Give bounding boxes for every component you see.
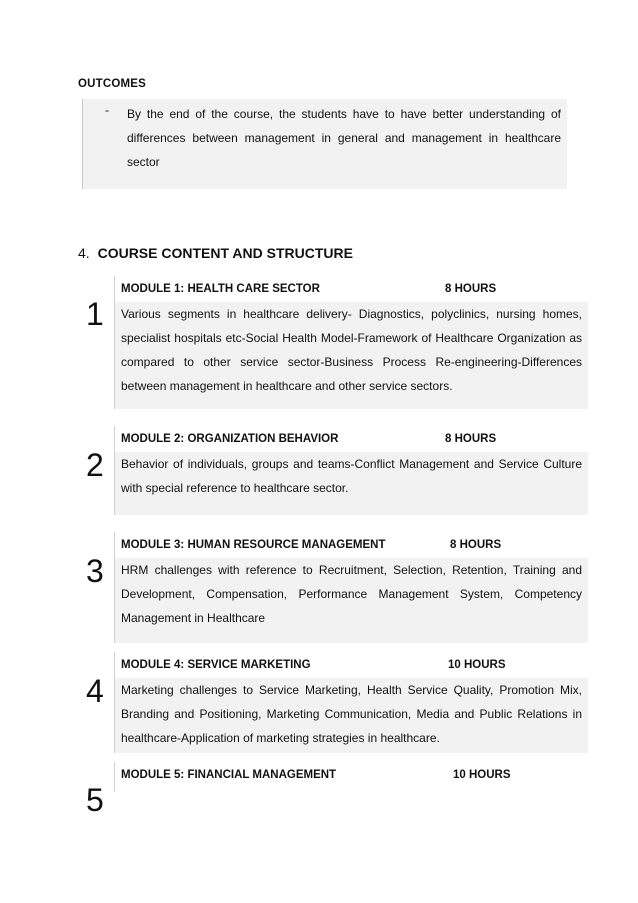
module-number: 1 [86,296,104,332]
module-block-3 [82,532,588,643]
module-block-1 [82,276,588,409]
module-block-5 [82,762,588,818]
module-title: MODULE 3: HUMAN RESOURCE MANAGEMENT [121,539,386,551]
module-hours: 10 HOURS [448,659,506,671]
module-number: 3 [86,553,104,589]
module-hours: 8 HOURS [445,283,497,295]
section-heading [78,245,353,261]
module-description: Marketing challenges to Service Marketing, Health Service Quality, Promotion Mix, Branding and Positioning, Marketing Communication, Media and Public Relations in healthcare-Application of marketing strategies in healthcare. [115,678,588,753]
module-title: MODULE 5: FINANCIAL MANAGEMENT [121,769,337,781]
outcomes-box [82,99,567,189]
outcomes-heading: OUTCOMES [78,78,147,90]
section-number: 4. [78,245,90,261]
module-hours: 8 HOURS [445,433,497,445]
section-title: COURSE CONTENT AND STRUCTURE [97,245,353,261]
module-title: MODULE 2: ORGANIZATION BEHAVIOR [121,433,339,445]
module-description: Behavior of individuals, groups and teams-Conflict Management and Service Culture with special reference to healthcare sector. [115,452,588,515]
module-hours: 8 HOURS [450,539,502,551]
outcomes-text: By the end of the course, the students have to have better understanding of differences between management in general and management in healthcare sector [127,107,561,169]
module-number: 5 [86,782,104,818]
module-divider [114,762,115,792]
outcomes-bullet-dash: - [105,103,109,117]
module-number: 2 [86,447,104,483]
module-title: MODULE 1: HEALTH CARE SECTOR [121,283,320,295]
module-title: MODULE 4: SERVICE MARKETING [121,659,311,671]
module-block-4 [82,652,588,753]
module-description: HRM challenges with reference to Recruitment, Selection, Retention, Training and Development, Compensation, Performance Management System, Competency Management in Healthcare [115,558,588,643]
module-description: Various segments in healthcare delivery- Diagnostics, polyclinics, nursing homes, specialist hospitals etc-Social Health Model-Framework of Healthcare Organization as compared to other service sector-Business Process Re-engineering-Differences between management in healthcare and other service sectors. [115,302,588,409]
module-number: 4 [86,673,104,709]
module-block-2 [82,426,588,515]
module-hours: 10 HOURS [453,769,511,781]
